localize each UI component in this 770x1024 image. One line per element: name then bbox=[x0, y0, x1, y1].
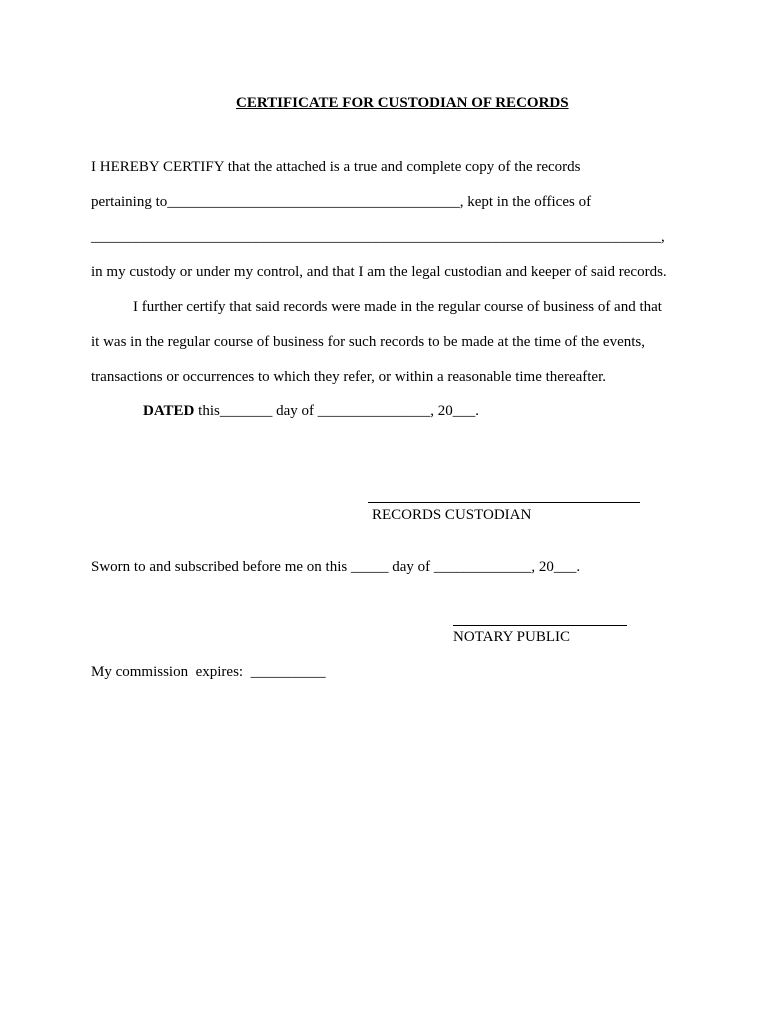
notary-signature-line bbox=[453, 625, 627, 626]
certify-line-1: I HEREBY CERTIFY that the attached is a true and complete copy of the records bbox=[91, 159, 581, 175]
dated-rest: this_______ day of _______________, 20___. bbox=[194, 403, 479, 419]
dated-label: DATED bbox=[143, 403, 195, 419]
custodian-signature-label: RECORDS CUSTODIAN bbox=[372, 507, 532, 523]
further-certify-line-3: transactions or occurrences to which they refer, or within a reasonable time thereafter. bbox=[91, 369, 607, 385]
certify-line-4: in my custody or under my control, and that I am the legal custodian and keeper of said records. bbox=[91, 264, 667, 280]
sworn-line: Sworn to and subscribed before me on this _____ day of _____________, 20___. bbox=[91, 559, 581, 575]
notary-signature-label: NOTARY PUBLIC bbox=[453, 629, 571, 645]
document-title: CERTIFICATE FOR CUSTODIAN OF RECORDS bbox=[236, 95, 569, 111]
further-certify-line-2: it was in the regular course of business for such records to be made at the time of the events, bbox=[91, 334, 645, 350]
custodian-signature-line bbox=[368, 502, 640, 503]
further-certify-line-1: I further certify that said records were made in the regular course of business of and that bbox=[133, 299, 662, 315]
certify-line-3: ____________________________________________________________________________, bbox=[91, 229, 665, 245]
certify-line-2: pertaining to_______________________________________, kept in the offices of bbox=[91, 194, 592, 210]
commission-expires-line: My commission expires: __________ bbox=[91, 664, 326, 680]
dated-line bbox=[143, 402, 479, 420]
